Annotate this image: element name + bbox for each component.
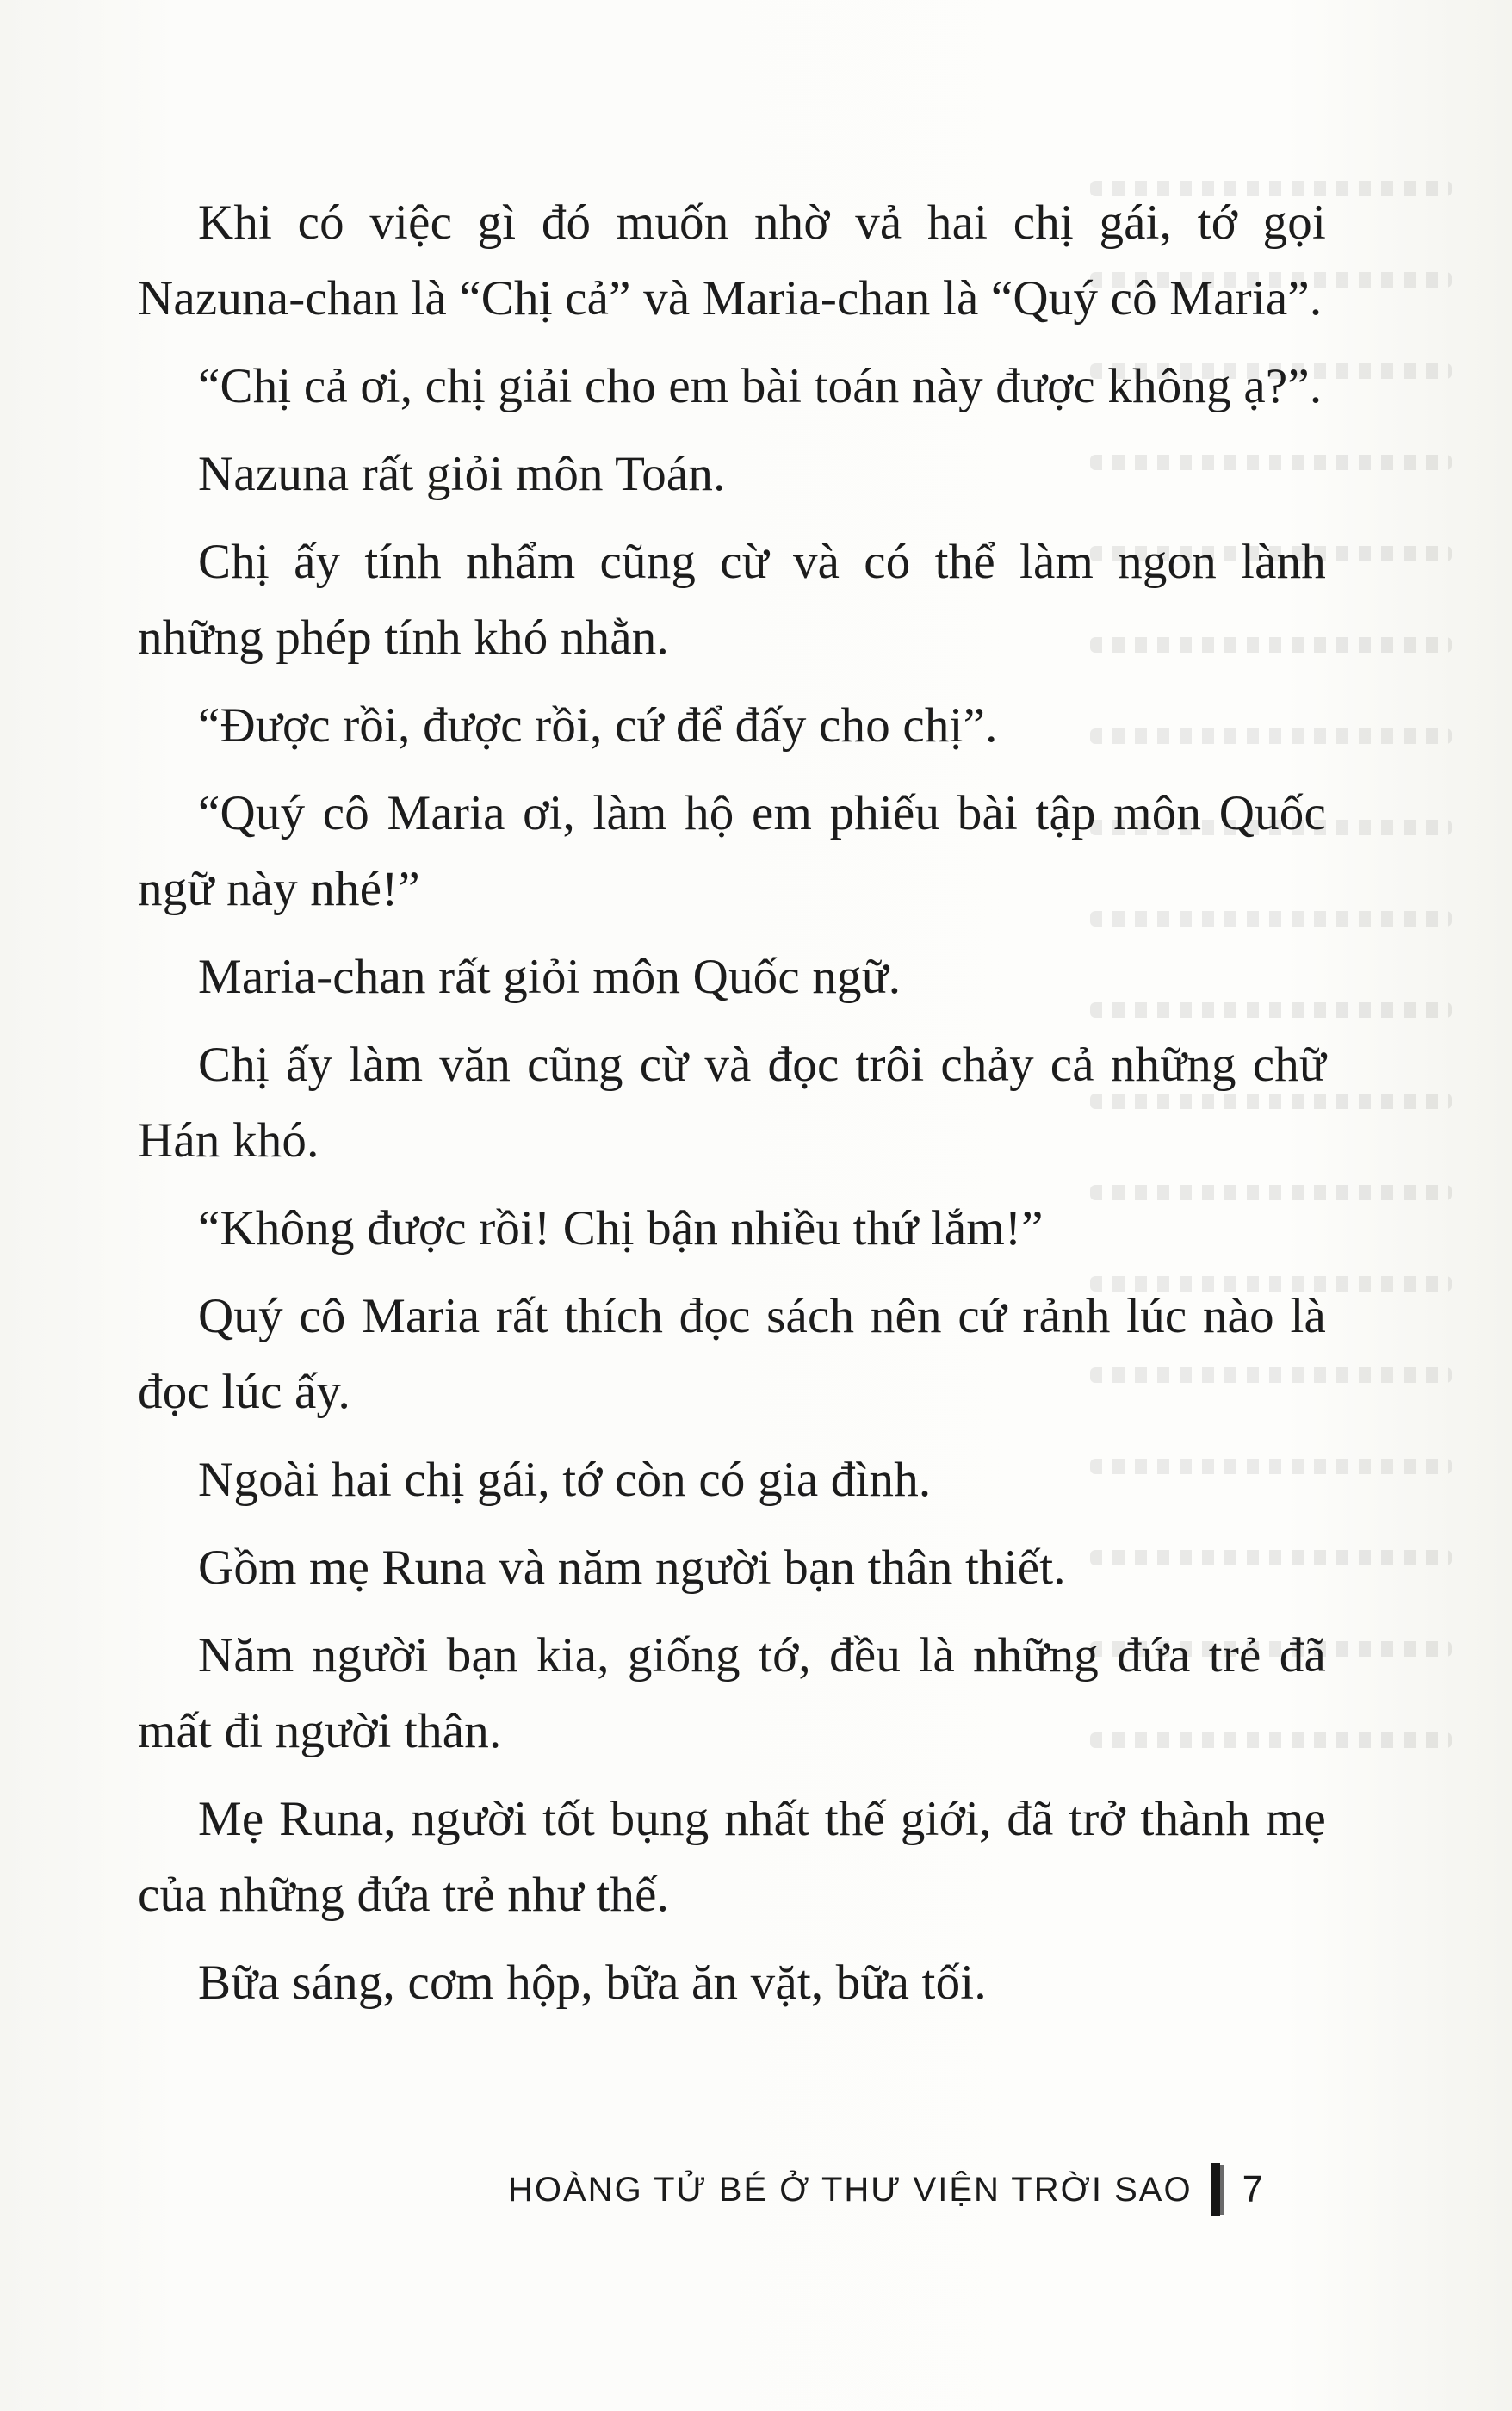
paragraph: Chị ấy tính nhẩm cũng cừ và có thể làm ngon lành những phép tính khó nhằn. xyxy=(138,535,1326,665)
paragraph: “Chị cả ơi, chị giải cho em bài toán này được không ạ?”. xyxy=(198,359,1323,413)
paragraph: “Quý cô Maria ơi, làm hộ em phiếu bài tập môn Quốc ngữ này nhé!” xyxy=(138,786,1326,916)
body-text xyxy=(138,185,1326,2033)
paragraph: “Được rồi, được rồi, cứ để đấy cho chị”. xyxy=(198,698,998,753)
footer-divider xyxy=(1211,2163,1220,2216)
paragraph: Maria-chan rất giỏi môn Quốc ngữ. xyxy=(198,950,902,1004)
paragraph: Nazuna rất giỏi môn Toán. xyxy=(198,447,726,501)
paragraph: “Không được rồi! Chị bận nhiều thứ lắm!” xyxy=(198,1201,1044,1255)
paragraph: Bữa sáng, cơm hộp, bữa ăn vặt, bữa tối. xyxy=(198,1955,987,2010)
paragraph: Ngoài hai chị gái, tớ còn có gia đình. xyxy=(198,1453,932,1507)
paragraph: Mẹ Runa, người tốt bụng nhất thế giới, đã trở thành mẹ của những đứa trẻ như thế. xyxy=(138,1792,1326,1922)
page-number: 7 xyxy=(1242,2168,1264,2210)
paragraph: Quý cô Maria rất thích đọc sách nên cứ rảnh lúc nào là đọc lúc ấy. xyxy=(138,1289,1326,1419)
paragraph: Chị ấy làm văn cũng cừ và đọc trôi chảy cả những chữ Hán khó. xyxy=(138,1038,1326,1168)
paragraph: Năm người bạn kia, giống tớ, đều là những đứa trẻ đã mất đi người thân. xyxy=(138,1628,1326,1758)
paragraph: Khi có việc gì đó muốn nhờ vả hai chị gái, tớ gọi Nazuna-chan là “Chị cả” và Maria-chan là “Quý cô Maria”. xyxy=(138,195,1326,325)
paragraph: Gồm mẹ Runa và năm người bạn thân thiết. xyxy=(198,1540,1066,1595)
running-title: HOÀNG TỬ BÉ Ở THƯ VIỆN TRỜI SAO xyxy=(508,2170,1193,2209)
page-footer xyxy=(508,2160,1263,2220)
